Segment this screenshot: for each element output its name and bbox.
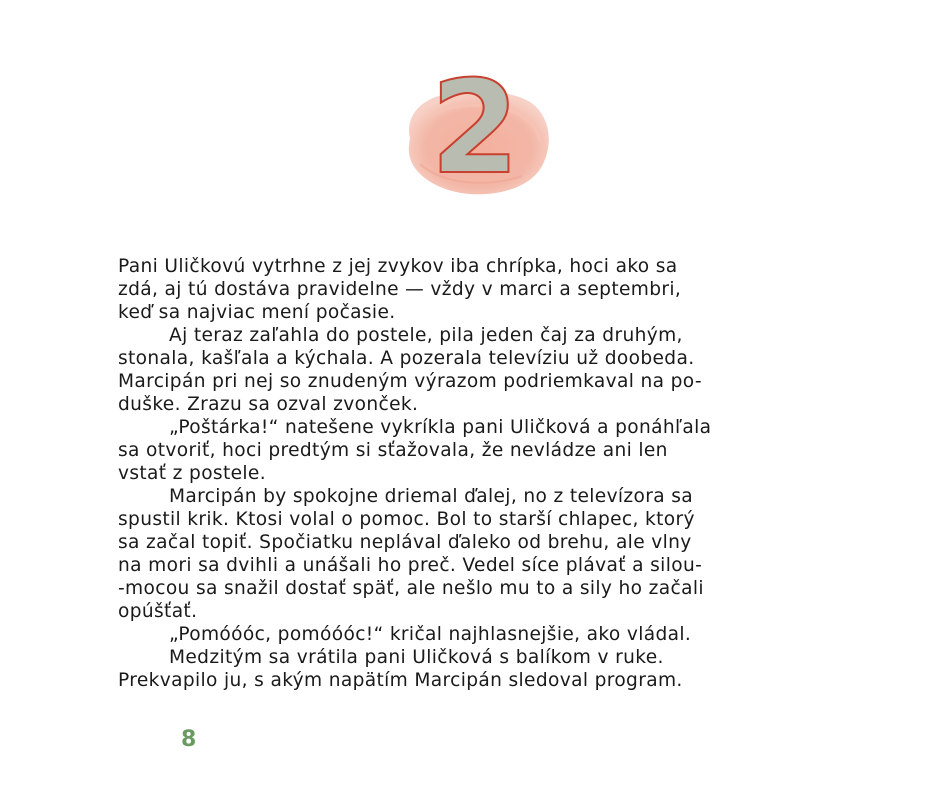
text-line: Aj teraz zaľahla do postele, pila jeden čaj za druhým, bbox=[169, 325, 683, 346]
text-line: sa otvoriť, hoci predtým si sťažovala, že nevládze ani len bbox=[118, 440, 668, 461]
text-line: duške. Zrazu sa ozval zvonček. bbox=[118, 394, 419, 415]
text-line: Marcipán pri nej so znudeným výrazom podriemkaval na po- bbox=[118, 371, 702, 392]
text-line: keď sa najviac mení počasie. bbox=[118, 302, 396, 323]
chapter-number: 2 bbox=[430, 54, 520, 203]
text-line: stonala, kašľala a kýchala. A pozerala televíziu už doobeda. bbox=[118, 348, 695, 369]
text-line: Marcipán by spokojne driemal ďalej, no z televízora sa bbox=[169, 486, 694, 507]
text-line: vstať z postele. bbox=[118, 463, 266, 484]
text-line: opúšťať. bbox=[118, 601, 198, 622]
text-line: Prekvapilo ju, s akým napätím Marcipán sledoval program. bbox=[118, 670, 683, 691]
text-line: spustil krik. Ktosi volal o pomoc. Bol to starší chlapec, ktorý bbox=[118, 509, 695, 530]
text-line: „Pomóóóc, pomóóóc!“ kričal najhlasnejšie, ako vládal. bbox=[169, 624, 692, 645]
text-line: -mocou sa snažil dostať späť, ale nešlo mu to a sily ho začali bbox=[118, 578, 704, 599]
text-line: na mori sa dvihli a unášali ho preč. Vedel síce plávať a silou- bbox=[118, 555, 703, 576]
body-text bbox=[118, 255, 818, 692]
text-line: Medzitým sa vrátila pani Uličková s balíkom v ruke. bbox=[169, 647, 664, 668]
page-number: 8 bbox=[181, 727, 197, 752]
text-line: sa začal topiť. Spočiatku neplával ďaleko od brehu, ale vlny bbox=[118, 532, 692, 553]
chapter-heading bbox=[390, 54, 560, 210]
text-line: zdá, aj tú dostáva pravidelne — vždy v marci a septembri, bbox=[118, 279, 682, 300]
text-line: „Poštárka!“ natešene vykríkla pani Uličková a ponáhľala bbox=[169, 417, 712, 438]
text-line: Pani Uličkovú vytrhne z jej zvykov iba chrípka, hoci ako sa bbox=[118, 256, 678, 277]
